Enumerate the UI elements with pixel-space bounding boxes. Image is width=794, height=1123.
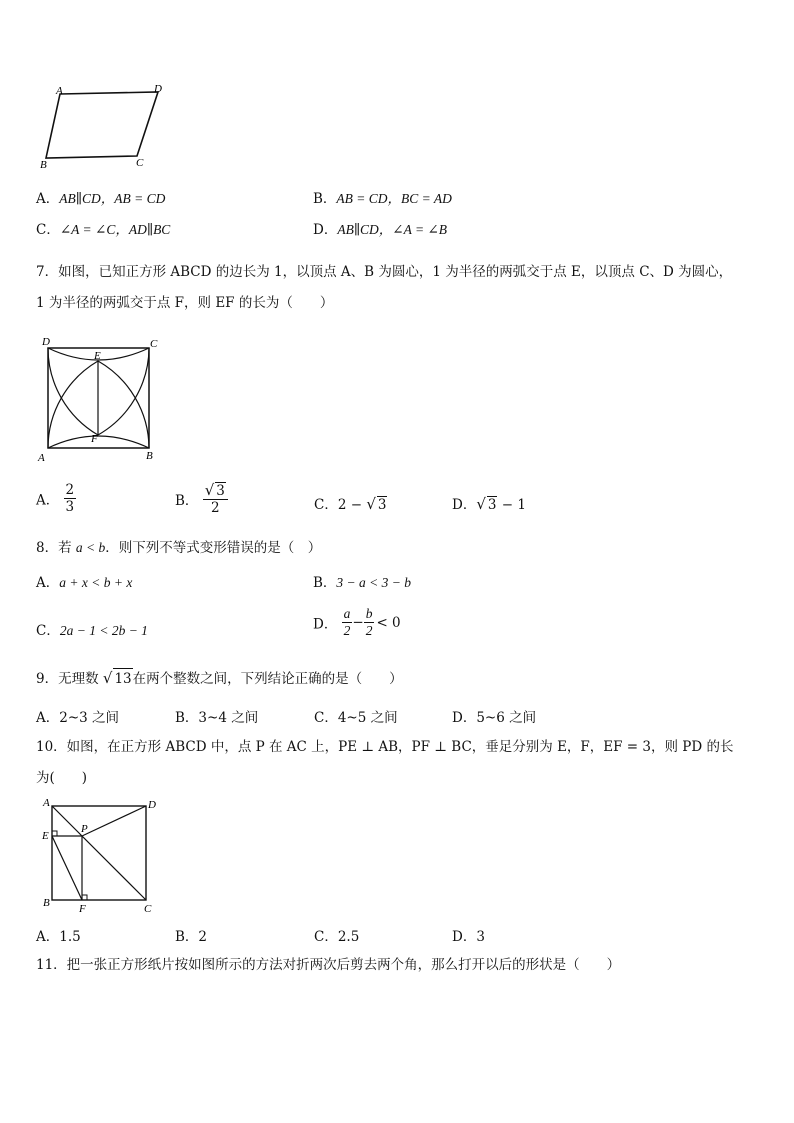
- q10-option-d: [452, 925, 485, 945]
- label-B: B: [40, 159, 47, 171]
- option-letter: C．: [314, 929, 338, 945]
- option-letter: C．: [314, 497, 338, 513]
- segment-ef: [52, 836, 82, 900]
- option-text: 1.5: [59, 929, 81, 945]
- stem-suffix: ．则下列不等式变形错误的是（ ）: [105, 540, 322, 556]
- option-letter: B．: [313, 191, 337, 207]
- expr-prefix: 2 −: [337, 497, 367, 513]
- option-letter: C．: [314, 710, 338, 726]
- stem-prefix: 9．无理数: [36, 671, 103, 687]
- option-letter: B．: [175, 710, 199, 726]
- q9-option-b: [175, 706, 258, 726]
- fraction: [64, 482, 77, 515]
- denominator: 2: [343, 623, 351, 638]
- fraction: [203, 482, 228, 516]
- q10-square-figure: [38, 794, 162, 914]
- parallelogram-shape: [46, 92, 158, 158]
- lower-arc-ab: [48, 436, 149, 448]
- label-F: F: [91, 433, 98, 445]
- denominator: 2: [365, 623, 373, 638]
- option-letter: A．: [36, 929, 60, 945]
- radicand: 3: [487, 497, 497, 513]
- stem-suffix: 在两个整数之间，下列结论正确的是（ ）: [132, 671, 403, 687]
- label-A: A: [38, 452, 45, 464]
- label-D: D: [154, 84, 162, 95]
- q10-stem-line2: 为( ): [36, 770, 88, 786]
- segment-pd: [82, 806, 146, 836]
- option-text: AB = CD，BC = AD: [336, 191, 452, 206]
- label-C: C: [150, 338, 158, 350]
- option-text: 4~5 之间: [337, 710, 398, 726]
- option-letter: D．: [313, 222, 338, 238]
- q8-option-b: [313, 571, 411, 591]
- label-F: F: [79, 903, 86, 914]
- q8-option-a: [36, 571, 132, 591]
- option-text: AB∥CD，∠A = ∠B: [337, 222, 448, 237]
- option-letter: A．: [36, 191, 60, 207]
- label-B: B: [43, 897, 50, 909]
- label-B: B: [146, 450, 153, 462]
- label-C: C: [136, 157, 144, 169]
- q6-option-d: [313, 218, 447, 238]
- option-letter: D．: [313, 616, 338, 633]
- option-letter: A．: [36, 575, 60, 591]
- radicand: 3: [216, 483, 225, 499]
- minus-sign: −: [352, 614, 364, 631]
- expr-suffix: < 0: [376, 614, 401, 631]
- label-E: E: [42, 830, 49, 842]
- q7-option-d: [452, 493, 526, 513]
- option-letter: C．: [36, 623, 60, 639]
- numerator: b: [365, 606, 373, 621]
- label-P: P: [81, 823, 88, 835]
- radical-sign: √: [366, 495, 376, 513]
- option-letter: D．: [452, 710, 477, 726]
- arc-center-d: [98, 348, 149, 435]
- q10-option-c: [314, 925, 359, 945]
- label-C: C: [144, 903, 152, 914]
- q6-option-b: [313, 187, 452, 207]
- option-text: 2: [198, 929, 208, 945]
- q6-option-c: [36, 218, 170, 238]
- q9-option-a: [36, 706, 119, 726]
- q7-option-c: [314, 493, 387, 513]
- arc-center-a: [98, 361, 149, 448]
- q6-option-a: [36, 187, 165, 207]
- option-letter: D．: [452, 929, 477, 945]
- option-text: 2~3 之间: [59, 710, 120, 726]
- q7-square-arcs-figure: [34, 334, 164, 464]
- radical-sign: √: [204, 481, 215, 499]
- q10-option-a: [36, 925, 81, 945]
- option-text: 3~4 之间: [198, 710, 259, 726]
- option-letter: B．: [175, 929, 199, 945]
- radicand: 3: [377, 497, 387, 513]
- q7-stem-line2: 1 为半径的两弧交于点 F，则 EF 的长为（ ）: [36, 295, 334, 311]
- stem-math: a < b: [75, 540, 106, 555]
- numerator: a: [343, 606, 351, 621]
- label-A: A: [43, 797, 50, 809]
- numerator: 2: [65, 482, 75, 498]
- fraction-b-over-2: [364, 606, 375, 639]
- option-text: 2.5: [337, 929, 360, 945]
- right-angle-mark-e: [52, 831, 57, 836]
- option-text: ∠A = ∠C，AD∥BC: [59, 222, 171, 237]
- option-letter: A．: [36, 710, 60, 726]
- label-E: E: [94, 350, 101, 362]
- option-text: 3: [476, 929, 485, 945]
- denominator: 3: [65, 499, 75, 515]
- radical-sign: √: [102, 669, 113, 687]
- q10-stem-line1: 10．如图，在正方形 ABCD 中，点 P 在 AC 上，PE ⊥ AB，PF ⊥ BC，垂足分别为 E，F，EF = 3，则 PD 的长: [36, 739, 734, 755]
- fraction-a-over-2: [342, 606, 353, 639]
- option-text: 5~6 之间: [476, 710, 537, 726]
- diagonal-ac: [52, 806, 146, 900]
- q7-stem-line1: 7．如图，已知正方形 ABCD 的边长为 1，以顶点 A、B 为圆心，1 为半径的两弧交于点 E，以顶点 C、D 为圆心，: [36, 264, 733, 280]
- option-letter: C．: [36, 222, 60, 238]
- q9-option-d: [452, 706, 536, 726]
- q11-stem: 11．把一张正方形纸片按如图所示的方法对折两次后剪去两个角，那么打开以后的形状是（ ）: [36, 957, 621, 973]
- option-letter: A．: [36, 492, 60, 509]
- q8-stem: [36, 538, 321, 558]
- radicand: 13: [113, 668, 132, 689]
- stem-prefix: 8．若: [36, 540, 76, 556]
- label-A: A: [56, 85, 63, 97]
- label-D: D: [42, 336, 50, 348]
- option-text: 3 − a < 3 − b: [336, 575, 412, 590]
- option-text: a + x < b + x: [59, 575, 133, 590]
- q7-option-b: [175, 482, 228, 516]
- arc-center-c: [48, 348, 98, 435]
- option-letter: B．: [175, 493, 199, 509]
- right-angle-mark-f: [82, 895, 87, 900]
- expr-suffix: − 1: [497, 497, 526, 513]
- q9-stem: [36, 668, 403, 689]
- q6-parallelogram-figure: [36, 84, 166, 176]
- q8-option-d: [313, 606, 401, 639]
- option-letter: D．: [452, 497, 477, 513]
- q7-option-a: [36, 482, 76, 515]
- q10-option-b: [175, 925, 207, 945]
- q8-option-c: [36, 619, 148, 639]
- denominator: 2: [211, 500, 220, 516]
- option-text: 2a − 1 < 2b − 1: [59, 623, 148, 638]
- option-text: AB∥CD，AB = CD: [59, 191, 166, 206]
- option-letter: B．: [313, 575, 337, 591]
- label-D: D: [148, 799, 156, 811]
- q9-option-c: [314, 706, 398, 726]
- numerator: [203, 482, 228, 500]
- radical-sign: √: [476, 495, 486, 513]
